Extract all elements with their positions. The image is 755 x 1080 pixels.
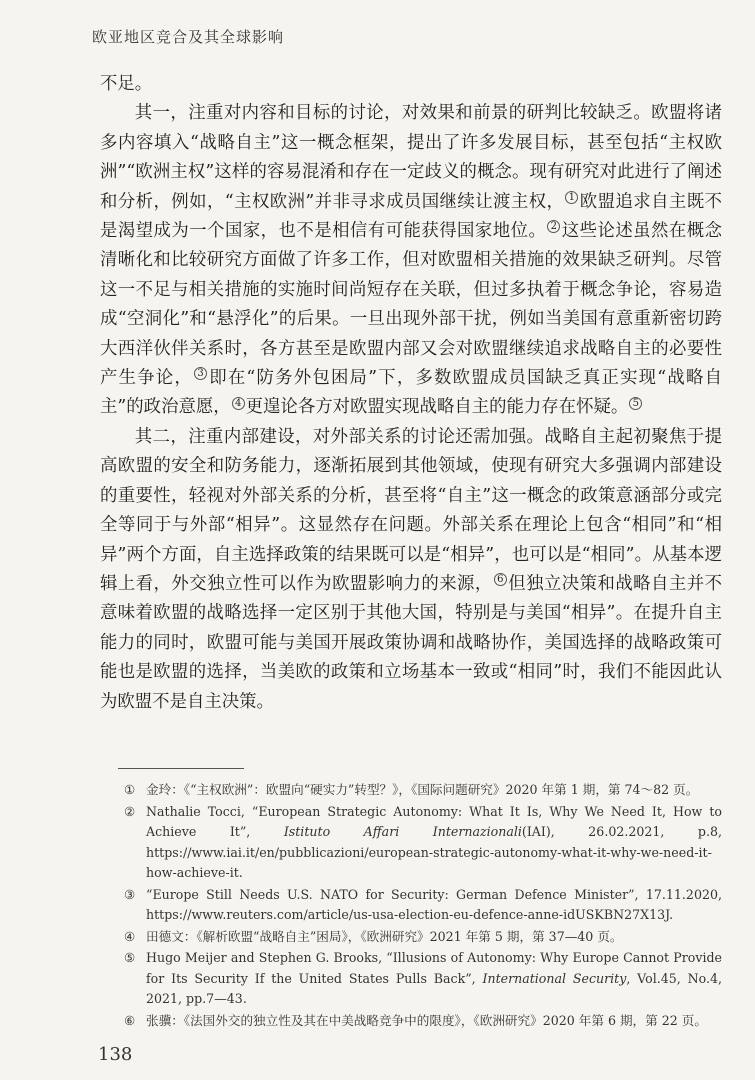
footnote-mark: ⑥ <box>124 1012 136 1028</box>
text-run: 其一，注重对内容和目标的讨论，对效果和前景的研判比较缺乏。欧盟将诸多内容填入“战略自主”这一概念框架，提出了许多发展目标，甚至包括“主权欧洲”“欧洲主权”这样的容易混淆和存在一定歧义的概念。现有研究对此进行了阐述和分析，例如，“主权欧洲”并非寻求成员国继续让渡主权， <box>100 103 722 212</box>
paragraph-point-two <box>100 423 722 717</box>
footnote-text: 金玲：《“主权欧洲”：欧盟向“硬实力”转型？》，《国际问题研究》2020 年第 1 期，第 74～82 页。 <box>146 782 699 797</box>
footnote-mark: ⑤ <box>124 950 136 965</box>
text-run: 更遑论各方对欧盟实现战略自主的能力存在怀疑。 <box>245 397 629 418</box>
footnote-ref[interactable]: 2 <box>547 220 560 233</box>
publication-title: Istituto Affari Internazionali <box>283 824 522 839</box>
paragraph-point-one <box>100 99 722 422</box>
footnote-item <box>124 948 722 1010</box>
footnote-ref[interactable]: 3 <box>194 367 207 380</box>
footnotes <box>124 780 722 1032</box>
text-run: 即在“防务外包困局”下，多数欧盟成员国缺乏真正实现“战略自主”的政治意愿， <box>100 368 722 418</box>
footnote-item <box>124 885 722 926</box>
footnote-text-run[interactable]: (IAI), 26.02.2021, p.8, https://www.iai.it/en/pubblicazioni/european-strategic-autonomy-what-it-why-we-need-it-how-achieve-it. <box>146 824 722 880</box>
footnote-mark: ① <box>124 782 136 797</box>
footnote-item <box>124 1011 722 1032</box>
footnote-item <box>124 802 722 884</box>
publication-title: International Security <box>482 970 627 986</box>
footnote-divider <box>118 768 244 769</box>
footnote-text <box>146 802 722 884</box>
footnote-ref[interactable]: 6 <box>494 573 507 586</box>
footnote-ref[interactable]: 4 <box>232 397 245 410</box>
text-run: 但独立决策和战略自主并不意味着欧盟的战略选择一定区别于其他大国，特别是与美国“相异”。在提升自主能力的同时，欧盟可能与美国开展政策协调和战略协作，美国选择的战略政策可能也是欧盟的选择，当美欧的政策和立场基本一致或“相同”时，我们不能因此认为欧盟不是自主决策。 <box>100 573 722 712</box>
footnote-text: 张骥：《法国外交的独立性及其在中美战略竞争中的限度》，《欧洲研究》2020 年第 6 期，第 22 页。 <box>146 1012 707 1028</box>
footnote-item <box>124 927 722 948</box>
footnote-text-run: Hugo Meijer and Stephen G. Brooks, “Illusions of Autonomy: Why Europe Cannot Provide for Its Security If the United States Pulls Back”, <box>146 950 722 986</box>
footnote-mark: ④ <box>124 928 136 944</box>
footnote-text[interactable]: “Europe Still Needs U.S. NATO for Security: German Defence Minister”, 17.11.2020, https://www.reuters.com/article/us-usa-election-eu-defence-anne-idUSKBN27X13J. <box>146 886 722 922</box>
footnote-mark: ② <box>124 803 136 819</box>
main-text <box>100 70 722 717</box>
footnote-ref[interactable]: 5 <box>629 397 642 410</box>
footnote-text: 田德文：《解析欧盟“战略自主”困局》，《欧洲研究》2021 年第 5 期，第 37—40 页。 <box>146 928 623 944</box>
footnote-text-run: Nathalie Tocci, “European Strategic Autonomy: What It Is, Why We Need It, How to Achieve It”, <box>146 803 722 839</box>
footnote-item <box>124 780 722 801</box>
footnote-ref[interactable]: 1 <box>565 191 578 204</box>
text-run: 这些论述虽然在概念清晰化和比较研究方面做了许多工作，但对欧盟相关措施的效果缺乏研判。尽管这一不足与相关措施的实施时间尚短存在关联，但过多执着于概念争论，容易造成“空洞化”和“悬浮化”的后果。一旦出现外部干扰，例如当美国有意重新密切跨大西洋伙伴关系时，各方甚至是欧盟内部又会对欧盟继续追求战略自主的必要性产生争论， <box>100 221 722 389</box>
running-title: 欧亚地区竞合及其全球影响 <box>92 28 285 46</box>
page-number: 138 <box>98 1044 133 1065</box>
footnote-text <box>146 948 722 1010</box>
text-run: 欧盟追求自主既不是渴望成为一个国家，也不是相信有可能获得国家地位。 <box>100 191 722 242</box>
footnote-text-run: , Vol.45, No.4, 2021, pp.7—43. <box>146 970 722 1006</box>
paragraph-continuation: 不足。 <box>100 74 153 94</box>
text-run: 其二，注重内部建设，对外部关系的讨论还需加强。战略自主起初聚焦于提高欧盟的安全和防务能力，逐渐拓展到其他领域，使现有研究大多强调内部建设的重要性，轻视对外部关系的分析，甚至将“自主”这一概念的政策意涵部分或完全等同于与外部“相异”。这显然存在问题。外部关系在理论上包含“相同”和“相异”两个方面，自主选择政策的结果既可以是“相异”，也可以是“相同”。从基本逻辑上看，外交独立性可以作为欧盟影响力的来源， <box>100 426 722 594</box>
footnote-mark: ③ <box>124 886 136 902</box>
